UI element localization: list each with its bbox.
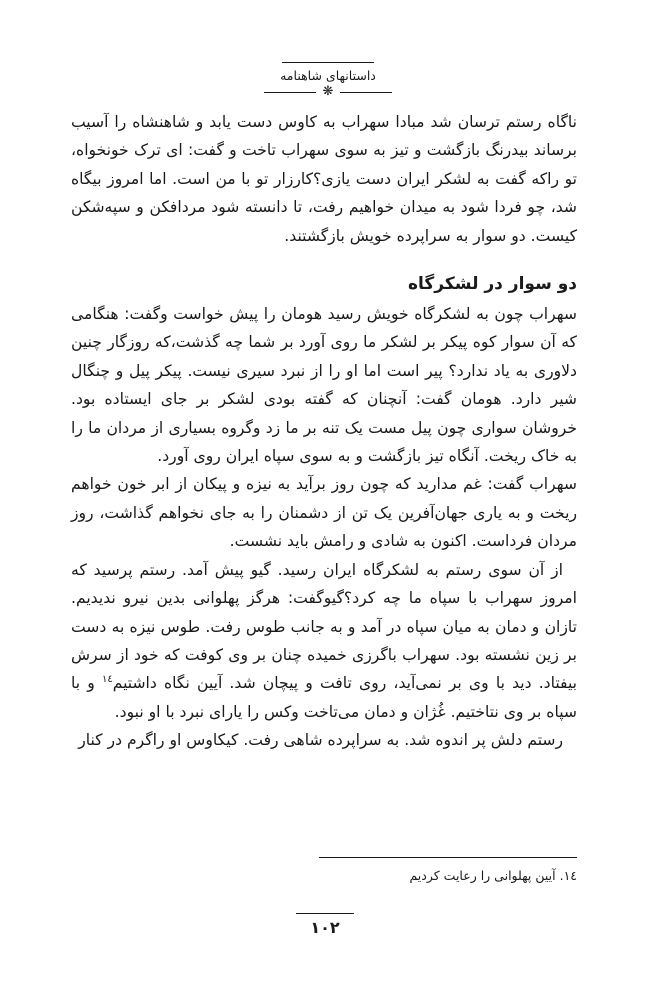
header-rule — [282, 62, 374, 63]
paragraph-4-part-b: و با سپاه بر وی نتاختیم. غُژان و دمان می‌تاخت وکس را یارای نبرد با او نبود. — [71, 674, 577, 721]
footnote-reference[interactable]: ١٤ — [101, 674, 113, 686]
footnote: ١٤. آیین پهلوانی را رعایت کردیم — [409, 868, 577, 883]
paragraph-5: رستم دلش پر اندوه شد. به سراپرده شاهی رفت. کیکاوس او راگرم در کنار — [78, 731, 563, 750]
paragraph-2: سهراب چون به لشکرگاه خویش رسید هومان را پیش خواست وگفت: هنگامی که آن سوار کوه پیکر بر لشکر ما روی آورد بر شما چه گذشت،که روزگار چنین دلاوری به یاد ندارد؟ پیر است اما او را از نبرد سیری نیست. پیکر پیل و چنگال شیر دارد. هومان گفت: آنچنان که گفته بودی لشکر بر جای ایستاده بود. خروشان سواری چون پیل مست یک تنه بر ما زد وگروه بسیاری از مردان ما را به خاک ریخت. آنگاه تیز بازگشت و به سوی سپاه ایران روی آورد. — [71, 305, 577, 466]
paragraph-3: سهراب گفت: غم مدارید که چون روز برآید به نیزه و پیکان از ابر خون خواهم ریخت و به یاری جهان‌آفرین یک تن از دشمنان را به جای نخواهم گذاشت، روز مردان فرداست. اکنون به شادی و رامش باید نشست. — [71, 475, 577, 551]
page-number: ١٠٢ — [310, 918, 340, 937]
header-ornament — [258, 84, 398, 99]
ornament-bar-right — [340, 92, 392, 93]
flower-icon: ❋ — [322, 84, 334, 99]
folio-rule — [296, 913, 354, 914]
ornament-bar-left — [264, 92, 316, 93]
paragraph-1: ناگاه رستم ترسان شد مبادا سهراب به کاوس دست یابد و شاهنشاه را آسیب برساند بیدرنگ بازگشت و تیز به سوی سهراب تاخت و گفت: ای ترک خونخواه، تو راکه گفت به لشکر ایران دست یازی؟کارزار تو با من است. اما امروز بیگاه شد، چو فردا شود به میدان خواهیم رفت، تا دانسته شود مردافکن و سپه‌شکن کیست. دو سوار به سراپرده خویش بازگشتند. — [71, 113, 577, 245]
footnote-rule — [319, 857, 577, 858]
section-heading: دو سوار در لشکرگاه — [408, 274, 577, 295]
paragraph-4-part-a: از آن سوی رستم به لشکرگاه ایران رسید. گیو پیش آمد. رستم پرسید که امروز سهراب با سپاه ما چه کرد؟گیوگفت: هرگز پهلوانی بدین نیرو ندیدیم. تازان و دمان به میان سپاه در آمد و به جانب طوس رفت. طوس نیزه به دست بر زین نشسته بود. سهراب باگرزی خمیده چنان بر وی کوفت که خود از سرش بیفتاد. دید با وی بر نمی‌آید، روی تافت و پیچان شد. آیین نگاه داشتیم — [71, 560, 577, 693]
running-header — [258, 62, 398, 99]
body-text — [71, 108, 577, 755]
header-title: داستانهای شاهنامه — [280, 68, 376, 83]
paragraph-4 — [71, 556, 577, 726]
